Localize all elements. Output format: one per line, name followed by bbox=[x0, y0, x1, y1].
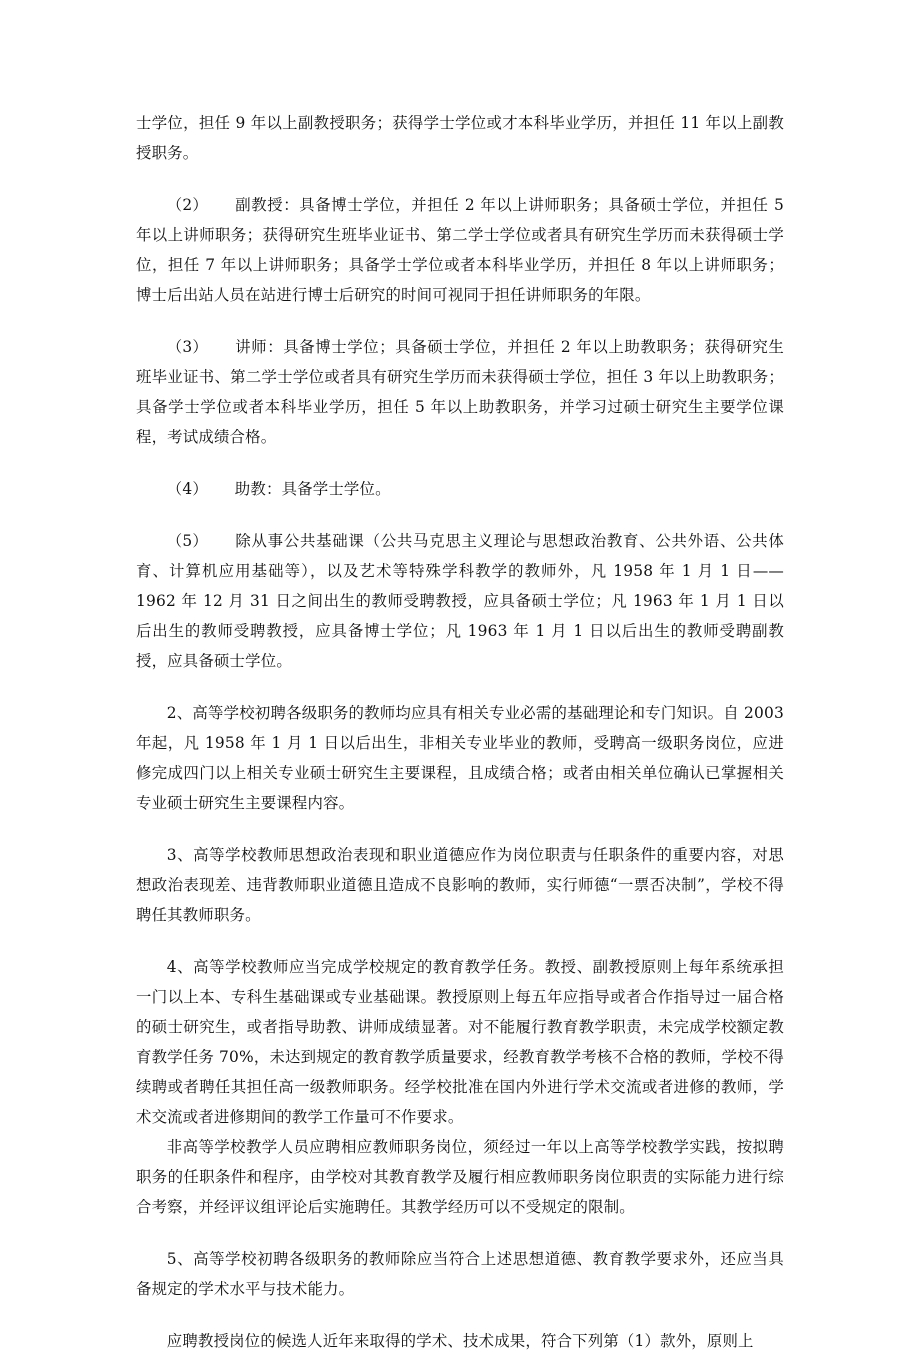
paragraph-text: 除从事公共基础课（公共马克思主义理论与思想政治教育、公共外语、公共体育、计算机应用基础等），以及艺术等特殊学科教学的教师外，凡 1958 年 1 月 1 日——1962 年 12 月 31 日之间出生的教师受聘教授，应具备硕士学位；凡 1963 年 1 月 1 日以后出生的教师受聘教授，应具备博士学位；凡 1963 年 1 月 1 日以后出生的教师受聘副教授，应具备硕士学位。 bbox=[136, 532, 784, 670]
paragraph-item-2 bbox=[136, 190, 784, 310]
document-body bbox=[136, 108, 784, 1356]
paragraph-item-5 bbox=[136, 526, 784, 676]
paragraph-professor-criteria bbox=[136, 1326, 784, 1356]
item-number: （2） bbox=[166, 196, 208, 214]
paragraph-section-3 bbox=[136, 840, 784, 930]
paragraph-section-4-continued bbox=[136, 1132, 784, 1222]
paragraph-text: 2、高等学校初聘各级职务的教师均应具有相关专业必需的基础理论和专门知识。自 2003 年起，凡 1958 年 1 月 1 日以后出生，非相关专业毕业的教师，受聘高一级职务岗位，应进修完成四门以上相关专业硕士研究生主要课程，且成绩合格；或者由相关单位确认已掌握相关专业硕士研究生主要课程内容。 bbox=[136, 704, 784, 812]
paragraph-text: 助教：具备学士学位。 bbox=[234, 480, 391, 498]
paragraph-text: 非高等学校教学人员应聘相应教师职务岗位，须经过一年以上高等学校教学实践，按拟聘职务的任职条件和程序，由学校对其教育教学及履行相应教师职务岗位职责的实际能力进行综合考察，并经评议组评论后实施聘任。其教学经历可以不受规定的限制。 bbox=[136, 1138, 784, 1216]
paragraph-section-4 bbox=[136, 952, 784, 1132]
item-number: （3） bbox=[166, 338, 208, 356]
paragraph-text: 士学位，担任 9 年以上副教授职务；获得学士学位或才本科毕业学历，并担任 11 年以上副教授职务。 bbox=[136, 114, 784, 162]
paragraph-text: 副教授：具备博士学位，并担任 2 年以上讲师职务；具备硕士学位，并担任 5 年以上讲师职务；获得研究生班毕业证书、第二学士学位或者具有研究生学历而未获得硕士学位，担任 7 年以上讲师职务；具备学士学位或者本科毕业学历，并担任 8 年以上讲师职务；博士后出站人员在站进行博士后研究的时间可视同于担任讲师职务的年限。 bbox=[136, 196, 784, 304]
paragraph-item-4 bbox=[136, 474, 784, 504]
paragraph-item-3 bbox=[136, 332, 784, 452]
paragraph-text: 应聘教授岗位的候选人近年来取得的学术、技术成果，符合下列第（1）款外，原则上 bbox=[166, 1332, 754, 1350]
paragraph-continuation bbox=[136, 108, 784, 168]
paragraph-text: 5、高等学校初聘各级职务的教师除应当符合上述思想道德、教育教学要求外，还应当具备规定的学术水平与技术能力。 bbox=[136, 1250, 784, 1298]
paragraph-section-5 bbox=[136, 1244, 784, 1304]
paragraph-text: 3、高等学校教师思想政治表现和职业道德应作为岗位职责与任职条件的重要内容，对思想政治表现差、违背教师职业道德且造成不良影响的教师，实行师德“一票否决制”，学校不得聘任其教师职务。 bbox=[136, 846, 784, 924]
paragraph-section-2 bbox=[136, 698, 784, 818]
item-number: （4） bbox=[166, 480, 208, 498]
paragraph-text: 4、高等学校教师应当完成学校规定的教育教学任务。教授、副教授原则上每年系统承担一门以上本、专科生基础课或专业基础课。教授原则上每五年应指导或者合作指导过一届合格的硕士研究生，或者指导助教、讲师成绩显著。对不能履行教育教学职责，未完成学校额定教育教学任务 70%，未达到规定的教育教学质量要求，经教育教学考核不合格的教师，学校不得续聘或者聘任其担任高一级教师职务。经学校批准在国内外进行学术交流或者进修的教师，学术交流或者进修期间的教学工作量可不作要求。 bbox=[136, 958, 784, 1126]
paragraph-text: 讲师：具备博士学位；具备硕士学位，并担任 2 年以上助教职务；获得研究生班毕业证书、第二学士学位或者具有研究生学历而未获得硕士学位，担任 3 年以上助教职务；具备学士学位或者本科毕业学历，担任 5 年以上助教职务，并学习过硕士研究生主要学位课程，考试成绩合格。 bbox=[136, 338, 784, 446]
item-number: （5） bbox=[166, 532, 208, 550]
